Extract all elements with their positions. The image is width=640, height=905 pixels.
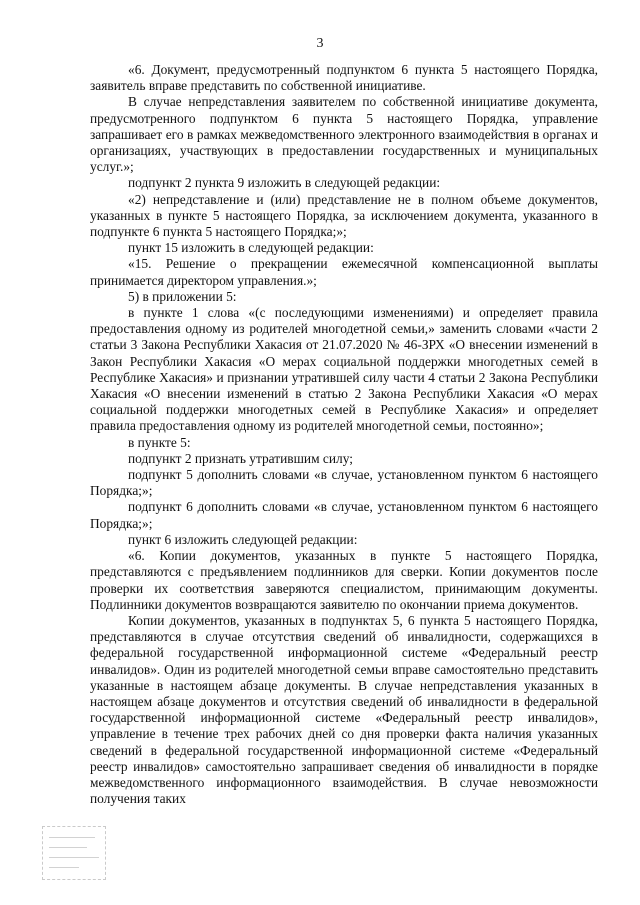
faint-stamp-mark (42, 826, 106, 880)
paragraph: подпункт 5 дополнить словами «в случае, установленном пунктом 6 настоящего Порядка;»; (90, 467, 598, 499)
paragraph: «2) непредставление и (или) представление не в полном объеме документов, указанных в пункте 5 настоящего Порядка, за исключением документа, указанного в подпункте 6 пункта 5 настоящего Порядка;»; (90, 191, 598, 240)
paragraph: Копии документов, указанных в подпунктах 5, 6 пункта 5 настоящего Порядка, представляются в случае отсутствия сведений об инвалидности, содержащихся в федеральной государственной информационной системе «Федеральный реестр инвалидов». Один из родителей многодетной семьи вправе самостоятельно представить указанные в настоящем абзаце документы. В случае непредставления указанных в настоящем абзаце документов и отсутствия сведений об инвалидности в федеральной государственной информационной системе «Федеральный реестр инвалидов», управление в течение трех рабочих дней со дня проверки факта наличия указанных сведений в федеральной государственной информационной системе «Федеральный реестр инвалидов» самостоятельно запрашивает сведения об инвалидности в порядке межведомственного информационного взаимодействия. В случае невозможности получения таких (90, 612, 598, 807)
paragraph: в пункте 1 слова «(с последующими изменениями) и определяет правила предоставления одному из родителей многодетной семьи,» заменить словами «части 2 статьи 3 Закона Республики Хакасия от 21.07.2020 № 46-ЗРХ «О внесении изменений в Закон Республики Хакасия «О мерах социальной поддержки многодетных семей в Республике Хакасия» и признании утратившей силу части 4 статьи 2 Закона Республики Хакасия «О внесении изменений в статью 2 Закона Республики Хакасия «О мерах социальной поддержки многодетных семей в Республике Хакасия» и определяет правила предоставления одному из родителей многодетной семьи, постоянно»; (90, 305, 598, 434)
paragraph: подпункт 2 пункта 9 изложить в следующей редакции: (128, 175, 441, 191)
paragraph: 5) в приложении 5: (128, 288, 237, 304)
document-body (90, 62, 598, 807)
paragraph: В случае непредставления заявителем по собственной инициативе документа, предусмотренного подпунктом 6 пункта 5 настоящего Порядка, управление запрашивает его в рамках межведомственного электронного взаимодействия в органах и организациях, участвующих в предоставлении государственных и муниципальных услуг.»; (90, 94, 598, 175)
paragraph: «6. Документ, предусмотренный подпунктом 6 пункта 5 настоящего Порядка, заявитель вправе представить по собственной инициативе. (90, 62, 598, 94)
paragraph: «6. Копии документов, указанных в пункте 5 настоящего Порядка, представляются с предъявлением подлинников для сверки. Копии документов после проверки их соответствия заверяются специалистом, принимающим документы. Подлинники документов возвращаются заявителю по окончании приема документов. (90, 548, 598, 612)
paragraph: подпункт 2 признать утратившим силу; (128, 450, 353, 466)
paragraph: пункт 15 изложить в следующей редакции: (128, 240, 374, 256)
paragraph: пункт 6 изложить следующей редакции: (128, 531, 358, 547)
paragraph: подпункт 6 дополнить словами «в случае, установленном пунктом 6 настоящего Порядка;»; (90, 499, 598, 531)
paragraph: «15. Решение о прекращении ежемесячной компенсационной выплаты принимается директором управления.»; (90, 256, 598, 288)
paragraph: в пункте 5: (128, 434, 191, 450)
page-number: 3 (316, 36, 324, 51)
